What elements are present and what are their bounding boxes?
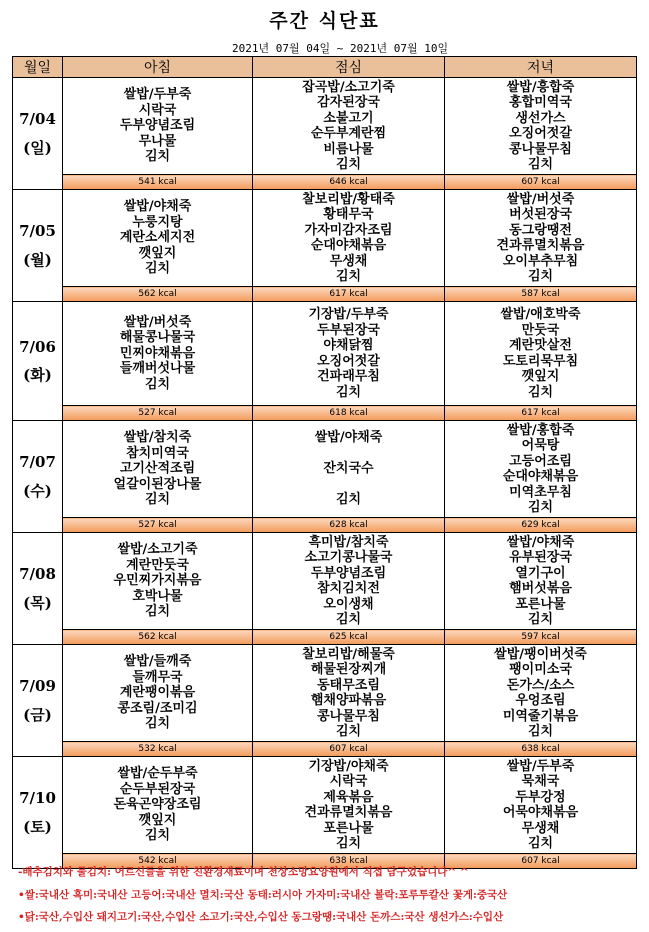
menu-item: 무생채 (329, 253, 368, 269)
menu-item: 두부강정 (515, 789, 566, 805)
menu-item: 쌀밥/야채죽 (123, 199, 192, 215)
kcal-cell: 646 kcal (253, 175, 445, 190)
menu-item: 쌀밥/두부죽 (506, 758, 575, 774)
menu-item: 시락국 (329, 774, 368, 789)
kcal-cell: 638 kcal (253, 854, 445, 869)
menu-item: 김치 (527, 384, 554, 400)
date-cell (13, 533, 63, 645)
menu-item: 순두부된장국 (119, 781, 196, 797)
menu-item: 건파래무침 (317, 369, 380, 384)
kcal-row (13, 630, 637, 645)
menu-item: 유부된장국 (509, 550, 572, 565)
note-line: •닭:국산,수입산 돼지고기:국산,수입산 소고기:국산,수입산 동그랑땡:국내산 돈까스:국산 생선가스:수입산 (18, 911, 504, 923)
kcal-cell: 587 kcal (445, 287, 637, 302)
weekday-label: (수) (23, 481, 52, 500)
menu-item: 순대야채볶음 (310, 238, 387, 253)
menu-item: 고등어조림 (509, 453, 572, 469)
kcal-cell: 638 kcal (445, 742, 637, 757)
kcal-cell: 527 kcal (63, 518, 253, 533)
weekday-label: (화) (23, 366, 52, 384)
menu-item: 찰보리밥/황태죽 (302, 191, 395, 207)
menu-item: 깻잎지 (521, 369, 560, 384)
menu-item: 우엉조림 (515, 693, 566, 708)
day-row (13, 421, 637, 518)
note-line: •쌀:국내산 흑미:국내산 고등어:국내산 멸치:국산 동태:러시아 가자미:국내산 볼락:포루투칼산 꽃게:중국산 (18, 888, 508, 901)
menu-item: 김치 (335, 836, 362, 851)
weekday-label: (월) (23, 250, 52, 269)
menu-item: 어묵야채볶음 (502, 805, 579, 820)
dinner-cell (445, 302, 637, 406)
kcal-row (13, 742, 637, 757)
menu-item: 만둣국 (521, 322, 560, 338)
menu-item: 김치 (527, 269, 554, 284)
menu-item: 김치 (527, 836, 554, 851)
menu-item: 김치 (335, 724, 362, 739)
dinner-cell (445, 421, 637, 518)
breakfast-cell (63, 645, 253, 742)
date-label: 7/08 (19, 565, 56, 583)
kcal-cell: 607 kcal (445, 854, 637, 869)
menu-item: 홍합미역국 (509, 95, 572, 110)
date-label: 7/07 (19, 453, 56, 471)
header-date: 월일 (13, 57, 63, 78)
menu-item: 김치 (144, 149, 171, 165)
weekday-label: (일) (23, 138, 52, 157)
menu-item: 들깨무국 (132, 669, 183, 685)
menu-item: 김치 (144, 604, 171, 620)
menu-item: 돈가스/소스 (506, 677, 575, 693)
menu-item: 우민찌가지볶음 (113, 573, 202, 589)
date-cell (13, 190, 63, 302)
menu-item: 비름나물 (323, 141, 374, 157)
menu-item: 동그랑땡전 (509, 222, 572, 238)
menu-item: 콩나물무침 (509, 141, 572, 157)
menu-item: 쌀밥/애호박죽 (500, 307, 581, 322)
menu-item: 무나물 (138, 133, 177, 149)
breakfast-cell (63, 757, 253, 854)
menu-item: 김치 (144, 828, 171, 844)
menu-item: 들깨버섯나물 (119, 361, 196, 377)
kcal-cell: 527 kcal (63, 406, 253, 421)
menu-item: 흑미밥/참치죽 (308, 534, 389, 550)
menu-item: 참치김치전 (317, 581, 380, 596)
menu-item: 제육볶음 (323, 789, 374, 805)
menu-item: 견과류멸치볶음 (304, 805, 393, 820)
kcal-cell: 607 kcal (445, 175, 637, 190)
menu-item: 얼갈이된장나물 (113, 476, 202, 492)
menu-item: 쌀밥/들깨죽 (123, 654, 192, 670)
kcal-cell: 625 kcal (253, 630, 445, 645)
lunch-cell (253, 421, 445, 518)
weekday-label: (토) (23, 817, 52, 836)
menu-item: 소불고기 (323, 110, 374, 126)
menu-item: 순두부계란찜 (310, 126, 387, 141)
menu-item: 김치 (527, 500, 554, 515)
menu-item: 오이부추무침 (502, 253, 579, 269)
menu-item: 민찌야채볶음 (119, 345, 196, 361)
menu-item: 오징어젓갈 (317, 353, 380, 369)
menu-item (253, 446, 444, 462)
menu-item: 계란맛살전 (509, 338, 572, 353)
menu-item: 쌀밥/버섯죽 (506, 191, 575, 207)
kcal-row (13, 175, 637, 190)
menu-item: 열기구이 (515, 565, 566, 581)
kcal-row (13, 406, 637, 421)
menu-item: 김치 (335, 612, 362, 627)
header-dinner: 저녁 (445, 57, 637, 78)
menu-item: 견과류멸치볶음 (496, 238, 585, 253)
dinner-cell (445, 533, 637, 630)
day-row (13, 757, 637, 854)
menu-item (253, 477, 444, 493)
menu-item: 소고기콩나물국 (304, 550, 393, 565)
menu-item: 해물된장찌개 (310, 662, 387, 677)
kcal-cell: 628 kcal (253, 518, 445, 533)
menu-item: 쌀밥/소고기죽 (117, 542, 198, 558)
menu-item: 계란만둣국 (126, 557, 189, 573)
breakfast-cell (63, 78, 253, 175)
lunch-cell (253, 302, 445, 406)
date-label: 7/06 (19, 337, 56, 356)
menu-item: 감자된장국 (317, 95, 380, 110)
menu-item: 포른나물 (323, 820, 374, 836)
menu-item: 콩나물무침 (317, 708, 380, 724)
date-label: 7/05 (19, 222, 56, 240)
dinner-cell (445, 645, 637, 742)
menu-item: 김치 (144, 376, 171, 392)
menu-item: 순대야채볶음 (502, 469, 579, 484)
menu-item: 찰보리밥/해물죽 (302, 646, 395, 662)
date-cell (13, 757, 63, 869)
menu-item: 김치 (527, 157, 554, 172)
breakfast-cell (63, 190, 253, 287)
day-row (13, 190, 637, 287)
menu-item: 시락국 (138, 102, 177, 118)
menu-item: 누룽지탕 (132, 214, 183, 230)
menu-item: 생선가스 (515, 110, 566, 126)
menu-item: 묵채국 (521, 774, 560, 789)
menu-item: 호박나물 (132, 588, 183, 604)
lunch-cell (253, 190, 445, 287)
lunch-cell (253, 757, 445, 854)
menu-item: 참치미역국 (126, 445, 189, 461)
breakfast-cell (63, 421, 253, 518)
menu-item: 김치 (335, 269, 362, 284)
menu-item: 오이생채 (323, 596, 374, 612)
menu-item: 잡곡밥/소고기죽 (302, 79, 395, 95)
breakfast-cell (63, 533, 253, 630)
header-row (13, 57, 637, 78)
menu-item: 황태무국 (323, 207, 374, 222)
notes (18, 861, 638, 929)
menu-item: 미역초무침 (509, 484, 572, 500)
date-label: 7/10 (19, 789, 56, 807)
menu-item: 동태무조림 (317, 677, 380, 693)
dinner-cell (445, 190, 637, 287)
kcal-cell: 542 kcal (63, 854, 253, 869)
menu-item: 김치 (144, 261, 171, 277)
header-lunch: 점심 (253, 57, 445, 78)
menu-item: 햄버섯볶음 (509, 581, 572, 596)
menu-item: 계란팽이볶음 (119, 685, 196, 701)
meal-table (12, 56, 637, 869)
date-label: 7/09 (19, 677, 56, 695)
kcal-cell: 618 kcal (253, 406, 445, 421)
kcal-cell: 562 kcal (63, 630, 253, 645)
menu-item: 햄채양파볶음 (310, 693, 387, 708)
kcal-cell: 562 kcal (63, 287, 253, 302)
header-breakfast: 아침 (63, 57, 253, 78)
dinner-cell (445, 78, 637, 175)
kcal-cell: 617 kcal (445, 406, 637, 421)
menu-item: 포른나물 (515, 596, 566, 612)
menu-item: 쌀밥/야채죽 (314, 430, 383, 446)
kcal-cell: 629 kcal (445, 518, 637, 533)
menu-item: 쌀밥/순두부죽 (117, 766, 198, 782)
menu-item: 김치 (144, 492, 171, 508)
menu-item: 쌀밥/버섯죽 (123, 314, 192, 330)
date-cell (13, 302, 63, 421)
kcal-cell: 617 kcal (253, 287, 445, 302)
kcal-cell: 607 kcal (253, 742, 445, 757)
menu-item: 김치 (527, 612, 554, 627)
weekday-label: (금) (23, 705, 52, 724)
menu-item: 쌀밥/팽이버섯죽 (494, 646, 587, 662)
date-cell (13, 645, 63, 757)
menu-item: 고기산적조림 (119, 461, 196, 477)
kcal-cell: 597 kcal (445, 630, 637, 645)
page-title: 주간 식단표 (269, 10, 380, 32)
menu-item: 깻잎지 (138, 812, 177, 828)
menu-item: 해물콩나물국 (119, 330, 196, 346)
menu-item: 김치 (335, 384, 362, 400)
menu-item: 쌀밥/참치죽 (123, 430, 192, 446)
menu-item: 두부양념조림 (310, 565, 387, 581)
lunch-cell (253, 78, 445, 175)
date-cell (13, 421, 63, 533)
weekday-label: (목) (23, 593, 52, 612)
menu-item: 기장밥/두부죽 (308, 307, 389, 322)
menu-item: 깻잎지 (138, 245, 177, 261)
day-row (13, 533, 637, 630)
menu-item: 야채닭찜 (323, 338, 374, 353)
menu-item: 콩조림/조미김 (117, 700, 198, 716)
menu-item: 김치 (527, 724, 554, 739)
menu-item: 잔치국수 (323, 461, 374, 477)
lunch-cell (253, 533, 445, 630)
menu-item: 김치 (335, 157, 362, 172)
date-cell (13, 78, 63, 190)
menu-item: 김치 (144, 716, 171, 732)
note-line: -배추김치와 물김치: 어르신들을 위한 친환경재료이며 천상소망요양원에서 직접 담구었습니다^ ^ (18, 866, 469, 878)
dinner-cell (445, 757, 637, 854)
menu-item: 오징어젓갈 (509, 126, 572, 141)
day-row (13, 302, 637, 406)
menu-item: 계란소세지전 (119, 230, 196, 246)
menu-item: 가자미감자조림 (304, 222, 393, 238)
date-range: 2021년 07월 04일 ~ 2021년 07월 10일 (232, 42, 449, 55)
day-row (13, 645, 637, 742)
day-row (13, 78, 637, 175)
menu-item: 김치 (335, 492, 362, 508)
menu-item: 쌀밥/흥합죽 (506, 79, 575, 95)
menu-item: 두부양념조림 (119, 118, 196, 134)
menu-item: 어묵탕 (521, 438, 560, 453)
breakfast-cell (63, 302, 253, 406)
menu-item: 도토리묵무침 (502, 353, 579, 369)
date-label: 7/04 (19, 110, 56, 128)
kcal-row (13, 287, 637, 302)
kcal-cell: 532 kcal (63, 742, 253, 757)
menu-item: 쌀밥/두부죽 (123, 87, 192, 103)
lunch-cell (253, 645, 445, 742)
menu-item: 기장밥/야채죽 (308, 758, 389, 774)
menu-item: 쌀밥/홍합죽 (506, 422, 575, 438)
menu-item: 미역줄기볶음 (502, 708, 579, 724)
kcal-cell: 541 kcal (63, 175, 253, 190)
menu-item: 돈육곤약장조림 (113, 797, 202, 813)
menu-item: 두부된장국 (317, 322, 380, 338)
menu-item: 쌀밥/야채죽 (506, 534, 575, 550)
menu-item: 버섯된장국 (509, 207, 572, 222)
menu-item: 무생채 (521, 820, 560, 836)
kcal-row (13, 518, 637, 533)
menu-item: 팽이미소국 (509, 662, 572, 677)
